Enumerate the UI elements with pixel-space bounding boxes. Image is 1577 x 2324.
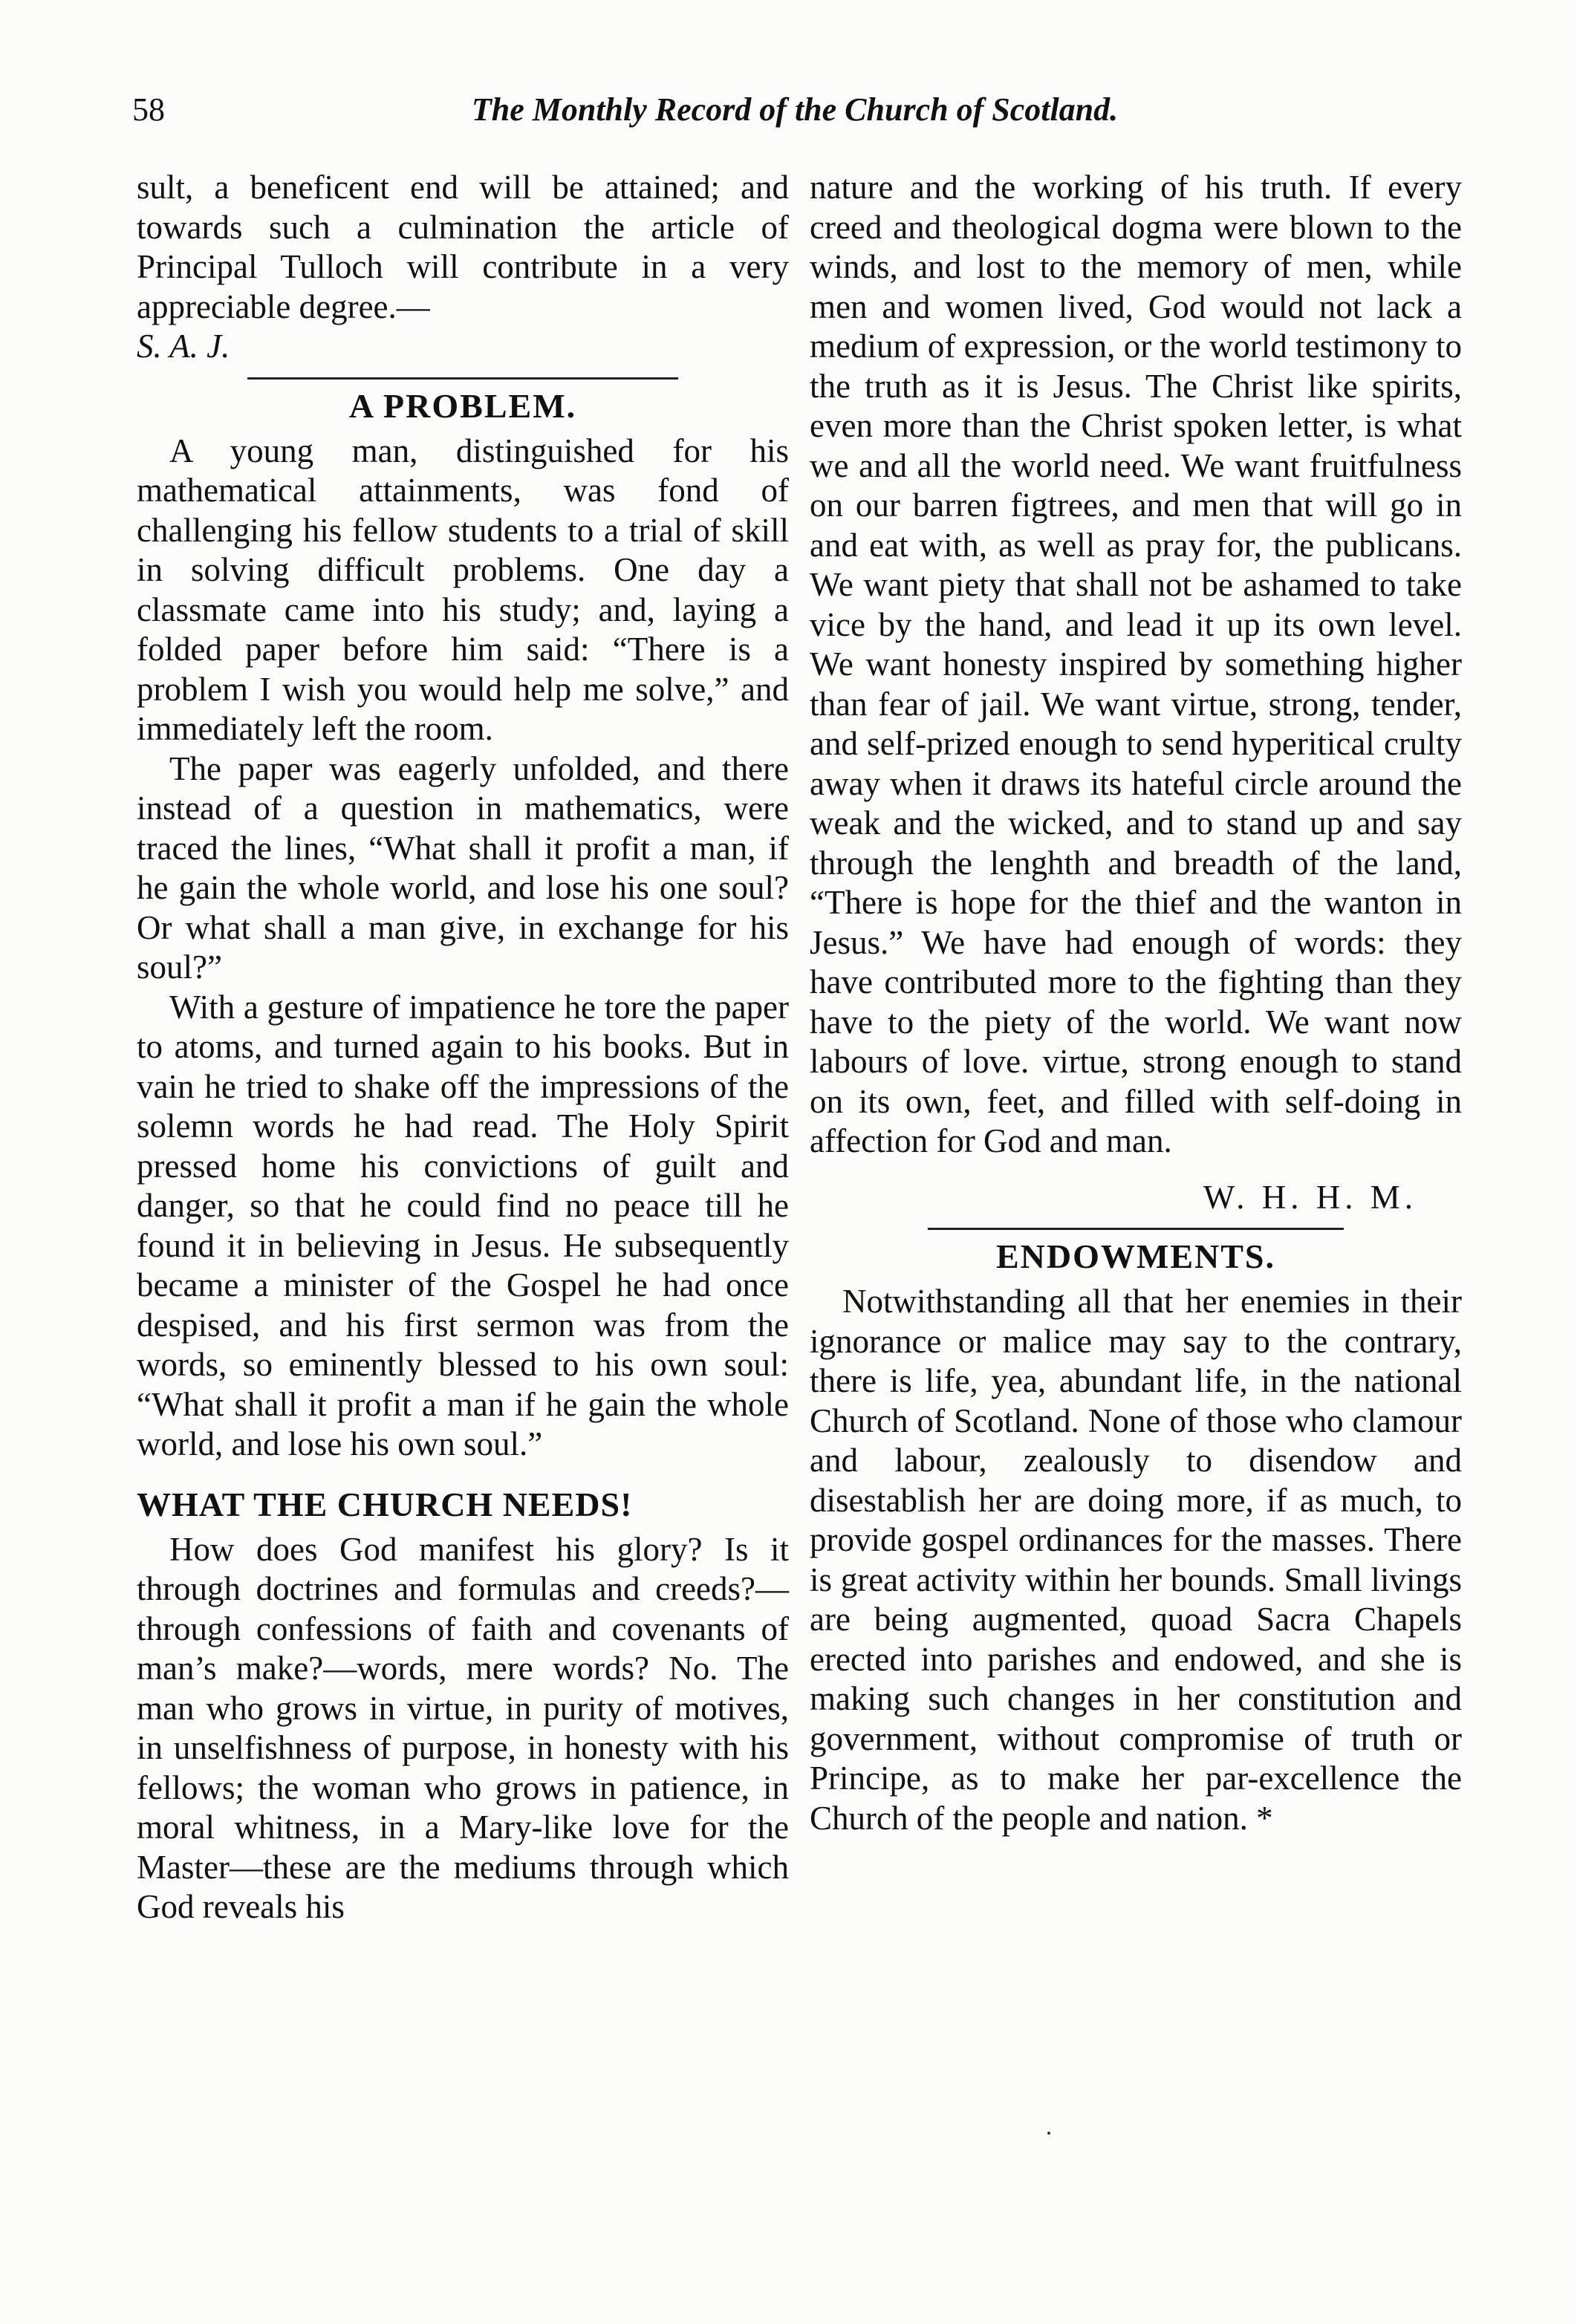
continued-paragraph: sult, a beneficent end will be attained; and towards such a culmination the article of Principal Tulloch will contribute in a very appreciable degree.— [137, 169, 789, 325]
church-needs-heading: WHAT THE CHURCH NEEDS! [137, 1485, 633, 1523]
endowments-paragraph: Notwithstanding all that her enemies in their ignorance or malice may say to the contrary, there is life, yea, abundant life, in the national Church of Scotland. None of those who clamour and labour, zealously to disendow and disestablish her are doing more, if as much, to provide gospel ordinances for the masses. There is great activity within her bounds. Small livings are being augmented, quoad Sacra Chapels erected into parishes and endowed, and she is making such changes in her constitution and government, without compromise of truth or Principe, as to make her par-excellence the Church of the people and nation. * [810, 1283, 1462, 1837]
problem-paragraph-2: The paper was eagerly unfolded, and there instead of a question in mathematics, were traced the lines, “What shall it profit a man, if he gain the whole world, and lose his one soul? Or what shall a man give, in exchange for his soul?” [137, 749, 789, 986]
problem-paragraph-3: With a gesture of impatience he tore the paper to atoms, and turned again to his books. But in vain he tried to shake off the impressions of the solemn words he had read. The Holy Spirit pressed home his convictions of guilt and danger, so that he could find no peace till he found it in believing in Jesus. He subsequently became a minister of the Gospel he had once despised, and his first sermon was from the words, so eminently blessed to his own soul: “What shall it profit a man if he gain the whole world, and lose his own soul.” [137, 988, 789, 1462]
church-needs-paragraph-start: How does God manifest his glory? Is it through doctrines and formulas and creeds?—through confessions of faith and covenants of man’s make?—words, mere words? No. The man who grows in virtue, in purity of motives, in unselfishness of purpose, in honesty with his fellows; the woman who grows in patience, in moral whitness, in a Mary-like love for the Master—these are the mediums through which God reveals his [137, 1530, 789, 1925]
page-header [126, 88, 1463, 140]
church-needs-paragraph-continued: nature and the working of his truth. If every creed and theological dogma were blown to the winds, and lost to the memory of men, while men and women lived, God would not lack a medium of expression, or the world testimony to the truth as it is Jesus. The Christ like spirits, even more than the Christ spoken letter, is what we and all the world need. We want fruitfulness on our barren figtrees, and men that will go in and eat with, as well as pray for, the publicans. We want piety that shall not be ashamed to take vice by the hand, and lead it up its own level. We want honesty inspired by something higher than fear of jail. We want virtue, strong, tender, and self-prized enough to send hyperitical crulty away when it draws its hateful circle around the weak and the wicked, and to stand up and say through the lenghth and breadth of the land, “There is hope for the thief and the wanton in Jesus.” We have had enough of words: they have contributed more to the fighting than they have to the piety of the world. We want now labours of love. virtue, strong enough to stand on its own, feet, and filled with self-doing in affection for God and man. [810, 169, 1462, 1159]
church-needs-signature: W. H. H. M. [1203, 1178, 1417, 1216]
section-divider [247, 377, 678, 380]
running-title: The Monthly Record of the Church of Scotland. [471, 91, 1119, 128]
continued-signature: S. A. J. [137, 328, 230, 365]
right-column [810, 168, 1462, 1838]
section-divider [928, 1228, 1344, 1230]
problem-heading: A PROBLEM. [348, 386, 577, 425]
page-number: 58 [132, 91, 165, 128]
problem-paragraph-1: A young man, distinguished for his mathematical attainments, was fond of challenging his fellow students to a trial of skill in solving difficult problems. One day a classmate came into his study; and, laying a folded paper before him said: “There is a problem I wish you would help me solve,” and immediately left the room. [137, 432, 789, 747]
left-column [137, 168, 789, 1927]
print-speck [1047, 2132, 1050, 2135]
endowments-heading: ENDOWMENTS. [996, 1237, 1275, 1275]
